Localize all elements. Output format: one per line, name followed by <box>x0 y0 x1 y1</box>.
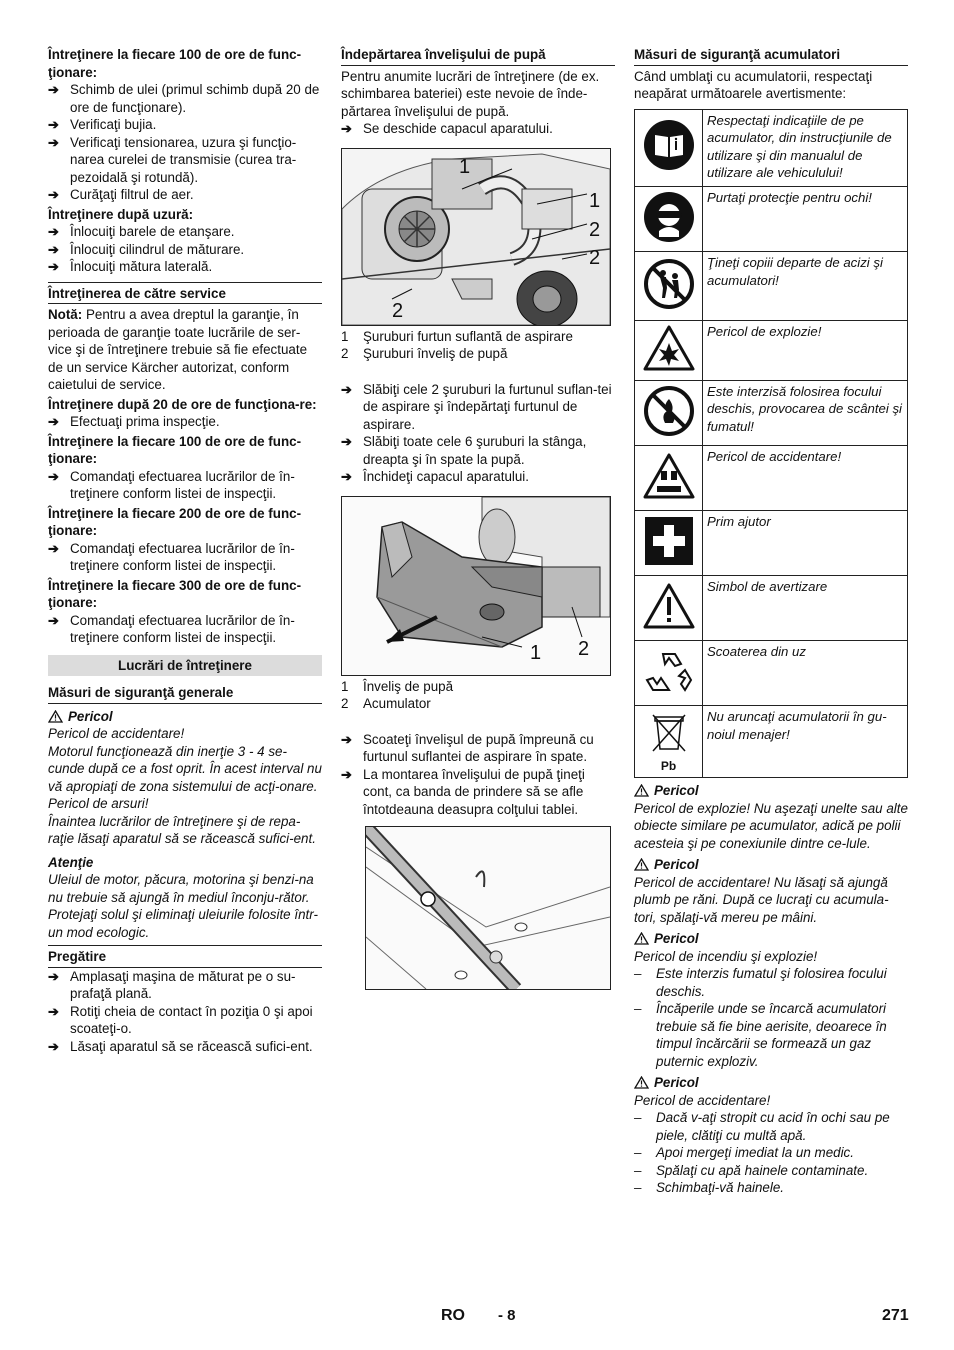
arrow-icon: ➔ <box>341 731 352 747</box>
list-item: ➔ Comandaţi efectuarea lucrărilor de în-treţinere conform listei de inspecţii. <box>48 468 295 501</box>
warning-text: Pericol de explozie! Nu aşezaţi unelte sau alte obiecte similare pe acumulator, adică pe polii acesteia şi pe conexiunile dintre ce-lule. <box>634 800 908 851</box>
table-row: Respectaţi indicaţiile de pe acumulator, din instrucţiunile de utilizare şi din manualul de utilizare ale vehiculului! <box>635 109 908 186</box>
arrow-icon: ➔ <box>48 612 59 628</box>
figure-rear-cover <box>341 496 611 676</box>
caption-item: 1 Şuruburi furtun suflantă de aspirare <box>341 328 573 344</box>
arrow-icon: ➔ <box>48 117 59 132</box>
danger-label: Pericol <box>634 782 908 800</box>
warning-text: Motorul funcţionează din inerţie 3 - 4 se-cunde după ce a fost oprit. În acest interval nu vă apropiaţi de zona sistemului de acţi-onare. <box>48 743 322 794</box>
heading-100h-service: Întreţinere la fiecare 100 de ore de func-ţionare: <box>48 433 302 466</box>
heading-20h: Întreţinere după 20 de ore de funcţiona-re: <box>48 396 317 412</box>
arrow-icon: ➔ <box>48 259 59 274</box>
arrow-icon: ➔ <box>48 224 59 239</box>
danger-label: Pericol <box>634 1074 908 1092</box>
arrow-icon: ➔ <box>48 187 59 202</box>
warning-text: Pericol de accidentare! <box>634 1092 771 1108</box>
arrow-icon: ➔ <box>341 766 352 782</box>
list-100h <box>48 81 322 204</box>
note-paragraph: Notă: Pentru a avea dreptul la garanţie, în perioada de garanţie toate lucrările de ser-vice şi de întreţinere trebuie să fie efectuate de un service Kärcher autorizat, conform caietului de service. <box>48 307 308 392</box>
figure-strap <box>365 826 611 990</box>
arrow-icon: ➔ <box>341 121 352 136</box>
footer-page-number: 271 <box>882 1307 909 1324</box>
list-item: ➔ Verificaţi bujia. <box>48 117 157 132</box>
keep-children-away-icon <box>635 252 703 321</box>
list-item: ➔ Slăbiţi cele 2 şuruburi la furtunul suflan-tei de aspirare şi îndepărtaţi furtunul de aspirare. <box>341 381 612 432</box>
warning-triangle-icon <box>634 1076 649 1089</box>
symbols-table <box>634 109 908 779</box>
danger-label: Pericol <box>48 708 322 726</box>
figure-label: 2 <box>578 637 590 660</box>
heading-safety-general: Măsuri de siguranţă generale <box>48 684 322 704</box>
caption-item: 2 Şuruburi înveliş de pupă <box>341 346 508 361</box>
first-aid-icon <box>635 511 703 576</box>
caption-item: 1 Înveliş de pupă <box>341 678 454 694</box>
list-item: – Spălaţi cu apă hainele contaminate. <box>634 1162 869 1178</box>
figure-label: 2 <box>589 246 601 269</box>
table-row: Este interzisă folosirea focului deschis, provocarea de scântei şi fumatul! <box>635 380 908 446</box>
warning-triangle-icon <box>48 710 63 723</box>
arrow-icon: ➔ <box>48 82 59 97</box>
arrow-icon: ➔ <box>48 414 59 429</box>
dash-bullet: – <box>634 1001 642 1016</box>
table-row: Pb Nu aruncaţi acumulatorii în gu-noiul menajer! <box>635 706 908 778</box>
heading-rear-cover: Îndepărtarea învelişului de pupă <box>341 46 615 66</box>
column-3 <box>634 44 908 1197</box>
manual-book-icon <box>635 109 703 186</box>
dash-bullet: – <box>634 966 642 981</box>
list-item: ➔ Verificaţi tensionarea, uzura şi funcţio-narea curelei de transmisie (curea tra-pezoidală şi rotundă). <box>48 134 297 185</box>
warning-text: Pericol de accidentare! <box>48 726 185 741</box>
list-item: ➔ Lăsaţi aparatul să se răcească sufici-ent. <box>48 1038 313 1054</box>
recycling-icon <box>635 641 703 706</box>
list-item: – Apoi mergeţi imediat la un medic. <box>634 1145 854 1160</box>
corrosive-hazard-icon <box>635 446 703 511</box>
arrow-icon: ➔ <box>48 1003 59 1019</box>
arrow-icon: ➔ <box>48 468 59 484</box>
warning-text: Pericol de incendiu şi explozie! <box>634 948 818 964</box>
arrow-icon: ➔ <box>48 540 59 556</box>
heading-wear: Întreţinere după uzură: <box>48 206 194 222</box>
no-fire-icon <box>635 380 703 446</box>
dash-bullet: – <box>634 1145 642 1160</box>
figure-label: 2 <box>589 218 601 241</box>
intro-paragraph: Când umblaţi cu acumulatorii, respectaţi neapărat următoarele avertismente: <box>634 68 873 101</box>
list-item: – Este interzis fumatul şi folosirea focului deschis. <box>634 966 887 999</box>
list-item: ➔ Schimb de ulei (primul schimb după 20 de ore de funcţionare). <box>48 82 320 115</box>
dash-bullet: – <box>634 1180 642 1195</box>
arrow-icon: ➔ <box>48 1038 59 1054</box>
list-item: ➔ Comandaţi efectuarea lucrărilor de în-treţinere conform listei de inspecţii. <box>48 612 295 645</box>
explosion-hazard-icon <box>635 321 703 381</box>
table-row: Pericol de accidentare! <box>635 446 908 511</box>
figure-label: 1 <box>530 641 542 664</box>
table-row: Ţineţi copiii departe de acizi şi acumulatori! <box>635 252 908 321</box>
rear-cover-illustration <box>342 497 610 675</box>
list-item: ➔ Înlocuiţi cilindrul de măturare. <box>48 241 245 257</box>
warning-triangle-icon <box>634 932 649 945</box>
warning-text: Pericol de accidentare! Nu lăsaţi să ajungă plumb pe răni. După ce lucraţi cu acumula-tori, spălaţi-vă mereu pe mâini. <box>634 874 889 925</box>
arrow-icon: ➔ <box>48 134 59 150</box>
lead-label: Pb <box>660 758 677 773</box>
table-row: Simbol de avertizare <box>635 576 908 641</box>
list-item: ➔ Curăţaţi filtrul de aer. <box>48 187 194 202</box>
danger-label: Pericol <box>634 930 908 948</box>
heading-300h: Întreţinere la fiecare 300 de ore de func-ţionare: <box>48 577 302 610</box>
table-row: Scoaterea din uz <box>635 641 908 706</box>
footer-local-page: - 8 <box>498 1307 516 1324</box>
table-row: Pericol de explozie! <box>635 321 908 381</box>
warning-symbol-icon <box>635 576 703 641</box>
arrow-icon: ➔ <box>48 241 59 257</box>
list-item: ➔ Închideţi capacul aparatului. <box>341 469 530 484</box>
no-household-waste-icon <box>635 706 703 778</box>
heading-preparation: Pregătire <box>48 945 322 968</box>
list-item: ➔ Amplasaţi maşina de măturat pe o su-prafaţă plană. <box>48 968 296 1001</box>
warning-triangle-icon <box>634 858 649 871</box>
arrow-icon: ➔ <box>341 381 352 397</box>
arrow-icon: ➔ <box>48 968 59 984</box>
dash-bullet: – <box>634 1110 642 1125</box>
list-item: ➔ Se deschide capacul aparatului. <box>341 121 553 136</box>
list-item: ➔ Efectuaţi prima inspecţie. <box>48 414 220 429</box>
arrow-icon: ➔ <box>341 469 352 484</box>
attention-label: Atenţie <box>48 854 94 870</box>
attention-text: Uleiul de motor, păcura, motorina şi benzi-na nu trebuie să ajungă în mediul înconju-rător. Protejaţi solul şi eliminaţi uleiurile folosite într-un mod ecologic. <box>48 872 318 940</box>
list-item: ➔ Rotiţi cheia de contact în poziţia 0 şi apoi scoateţi-o. <box>48 1003 313 1036</box>
dash-bullet: – <box>634 1162 642 1178</box>
strap-illustration <box>366 827 610 989</box>
eye-protection-icon <box>635 186 703 252</box>
list-item: ➔ Înlocuiţi mătura laterală. <box>48 259 213 274</box>
figure-label: 1 <box>459 155 471 178</box>
heading-100h: Întreţinere la fiecare 100 de ore de func-ţionare: <box>48 47 302 80</box>
column-2 <box>341 44 615 990</box>
list-item: ➔ Slăbiţi toate cele 6 şuruburi la stânga, dreapta şi în spate la pupă. <box>341 434 587 467</box>
figure-label: 2 <box>392 299 404 322</box>
figure-label: 1 <box>589 189 601 212</box>
figure-engine <box>341 148 611 326</box>
heading-service: Întreţinerea de către service <box>48 282 322 305</box>
list-item: – Încăperile unde se încarcă acumulatori trebuie să fie bine aerisite, deoarece în timpul încărcării se formează un gaz puternic exploziv. <box>634 1001 887 1069</box>
warning-text: Înaintea lucrărilor de întreţinere şi de repa-raţie lăsaţi aparatul să se răcească sufici-ent. <box>48 813 316 846</box>
list-item: ➔ Comandaţi efectuarea lucrărilor de în-treţinere conform listei de inspecţii. <box>48 540 295 573</box>
list-item: – Dacă v-aţi stropit cu acid în ochi sau pe piele, clătiţi cu multă apă. <box>634 1110 890 1143</box>
list-item: ➔ Scoateţi învelişul de pupă împreună cu furtunul suflantei de aspirare în spate. <box>341 731 594 764</box>
column-1 <box>48 44 322 1055</box>
section-band: Lucrări de întreţinere <box>48 655 322 677</box>
caption-item: 2 Acumulator <box>341 696 431 711</box>
table-row: Prim ajutor <box>635 511 908 576</box>
heading-200h: Întreţinere la fiecare 200 de ore de func-ţionare: <box>48 505 302 538</box>
engine-illustration <box>342 149 610 325</box>
danger-label: Pericol <box>634 856 908 874</box>
intro-paragraph: Pentru anumite lucrări de întreţinere (de ex. schimbarea bateriei) este nevoie de înde-părtarea învelişului de pupă. <box>341 68 600 119</box>
arrow-icon: ➔ <box>341 434 352 449</box>
list-item: ➔ Înlocuiţi barele de etanşare. <box>48 224 235 239</box>
heading-battery-safety: Măsuri de siguranţă acumulatori <box>634 46 908 66</box>
warning-text: Pericol de arsuri! <box>48 796 149 811</box>
list-item: ➔ La montarea învelişului de pupă ţineţi cont, ca banda de prindere să se afle întotdeauna deasupra colţului tablei. <box>341 766 585 817</box>
table-row: Purtaţi protecţie pentru ochi! <box>635 186 908 252</box>
warning-triangle-icon <box>634 784 649 797</box>
footer-language: RO <box>441 1307 465 1324</box>
list-item: – Schimbaţi-vă hainele. <box>634 1180 785 1195</box>
